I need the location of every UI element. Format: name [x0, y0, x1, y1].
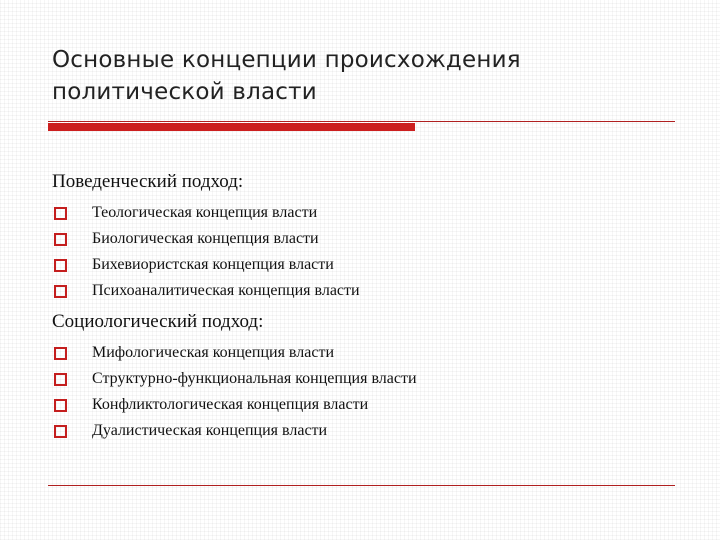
footer-divider	[48, 485, 675, 486]
list-item-label: Психоаналитическая концепция власти	[92, 282, 360, 299]
list-item-label: Структурно-функциональная концепция власти	[92, 370, 417, 387]
list-item	[52, 226, 692, 252]
square-bullet-icon	[54, 207, 67, 220]
slide-title	[52, 44, 672, 108]
list-item	[52, 252, 692, 278]
list-sociological	[52, 340, 692, 444]
square-bullet-icon	[54, 285, 67, 298]
list-item	[52, 278, 692, 304]
square-bullet-icon	[54, 259, 67, 272]
slide-title-line-1: Основные концепции происхождения	[52, 47, 521, 73]
title-divider-thin	[48, 121, 675, 122]
square-bullet-icon	[54, 425, 67, 438]
list-item-label: Бихевиористская концепция власти	[92, 256, 334, 273]
section-heading-sociological: Социологический подход:	[52, 311, 264, 332]
list-item-label: Конфликтологическая концепция власти	[92, 396, 369, 413]
list-behavioral	[52, 200, 692, 304]
list-item-label: Биологическая концепция власти	[92, 230, 319, 247]
square-bullet-icon	[54, 399, 67, 412]
title-divider-accent	[48, 123, 415, 131]
section-heading-behavioral: Поведенческий подход:	[52, 171, 244, 192]
square-bullet-icon	[54, 233, 67, 246]
list-item-label: Теологическая концепция власти	[92, 204, 318, 221]
list-item	[52, 200, 692, 226]
square-bullet-icon	[54, 347, 67, 360]
list-item	[52, 340, 692, 366]
list-item-label: Мифологическая концепция власти	[92, 344, 335, 361]
list-item	[52, 418, 692, 444]
list-item	[52, 366, 692, 392]
slide-title-line-2: политической власти	[52, 79, 317, 105]
list-item-label: Дуалистическая концепция власти	[92, 422, 328, 439]
square-bullet-icon	[54, 373, 67, 386]
list-item	[52, 392, 692, 418]
slide-body	[52, 170, 692, 444]
